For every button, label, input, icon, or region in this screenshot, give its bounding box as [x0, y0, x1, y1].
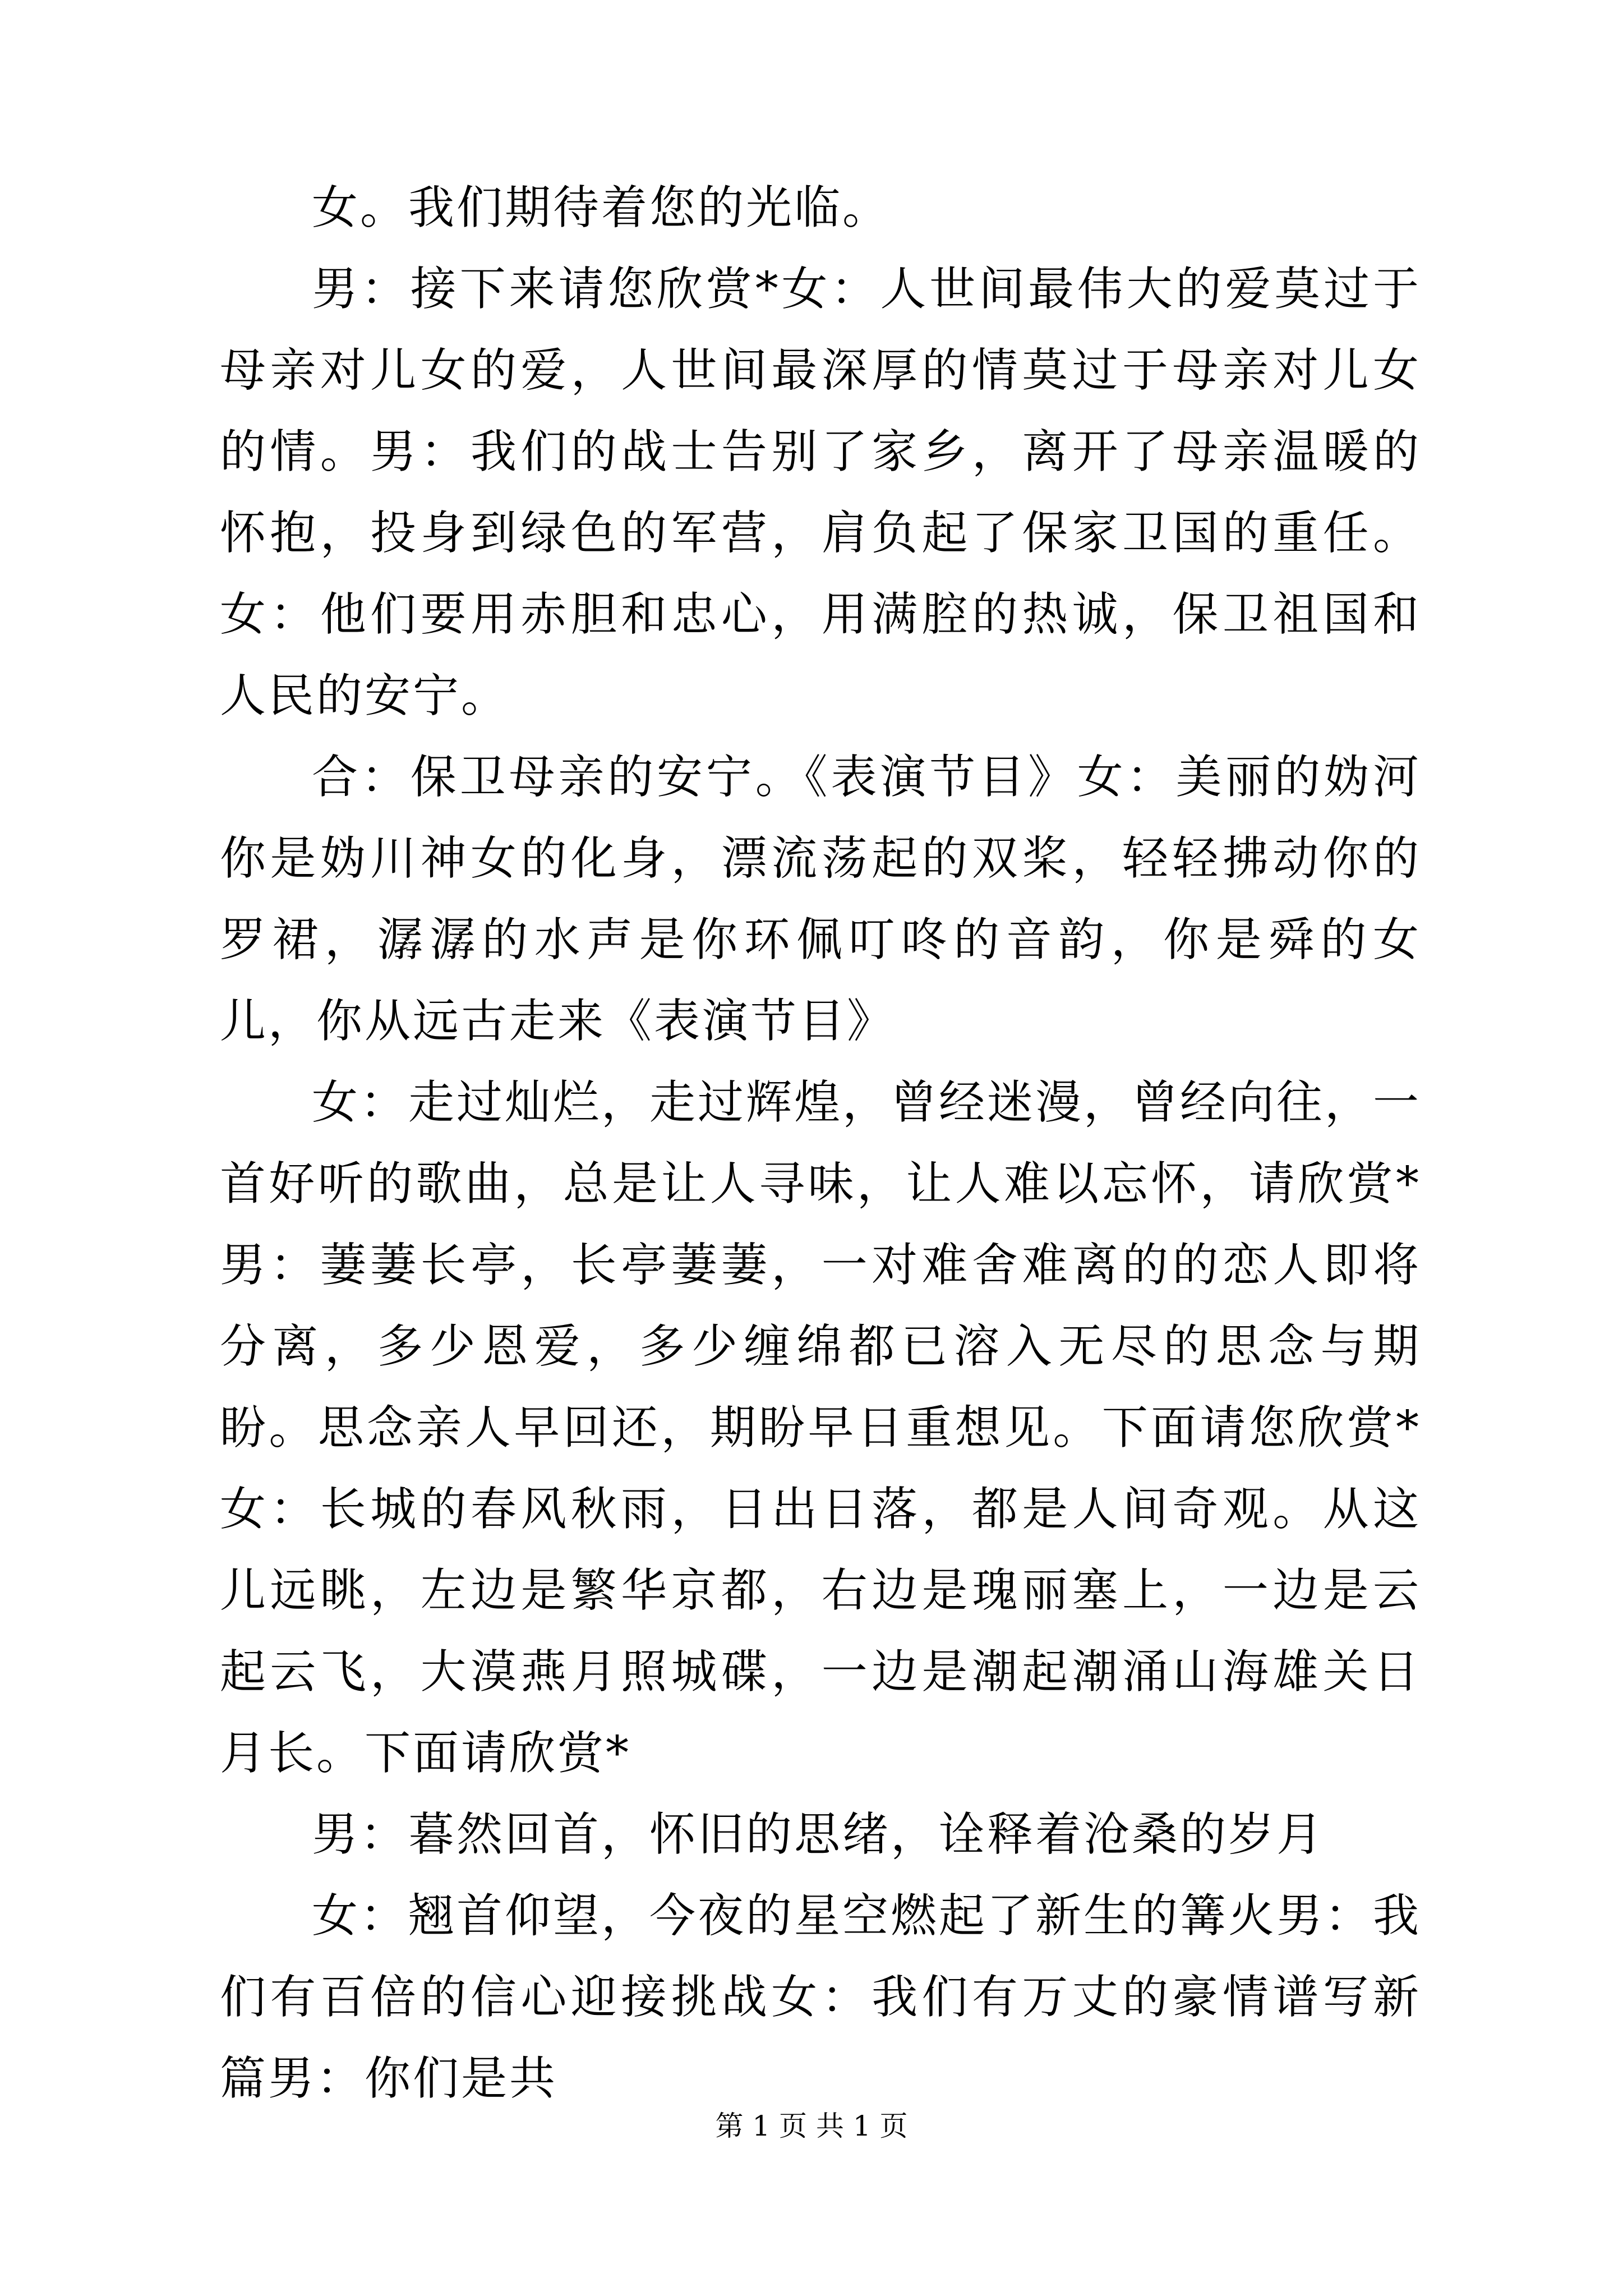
document-body	[220, 167, 1421, 2119]
page-footer: 第 1 页 共 1 页	[715, 2110, 908, 2142]
paragraph: 女：翘首仰望，今夜的星空燃起了新生的篝火男：我们有百倍的信心迎接挑战女：我们有万丈的豪情谱写新篇男：你们是共	[220, 1889, 1422, 2105]
paragraph: 女：走过灿烂，走过辉煌，曾经迷漫，曾经向往，一首好听的歌曲，总是让人寻味，让人难以忘怀，请欣赏*男：萋萋长亭，长亭萋萋，一对难舍难离的的恋人即将分离，多少恩爱，多少缠绵都已溶入无尽的思念与期盼。思念亲人早回还，期盼早日重想见。下面请您欣赏*女：长城的春风秋雨，日出日落，都是人间奇观。从这儿远眺，左边是繁华京都，右边是瑰丽塞上，一边是云起云飞，大漠燕月照城碟，一边是潮起潮涌山海雄关日月长。下面请欣赏*	[220, 1076, 1422, 1780]
paragraph: 女。我们期待着您的光临。	[312, 181, 891, 234]
paragraph: 男：暮然回首，怀旧的思绪，诠释着沧桑的岁月	[312, 1808, 1325, 1861]
paragraph: 合：保卫母亲的安宁。《表演节目》女：美丽的妫河你是妫川神女的化身，漂流荡起的双桨，轻轻拂动你的罗裙，潺潺的水声是你环佩叮咚的音韵，你是舜的女儿，你从远古走来《表演节目》	[220, 751, 1421, 1048]
paragraph: 男：接下来请您欣赏*女：人世间最伟大的爱莫过于母亲对儿女的爱，人世间最深厚的情莫过于母亲对儿女的情。男：我们的战士告别了家乡，离开了母亲温暖的怀抱，投身到绿色的军营，肩负起了保家卫国的重任。女：他们要用赤胆和忠心，用满腔的热诚，保卫祖国和人民的安宁。	[220, 263, 1421, 723]
